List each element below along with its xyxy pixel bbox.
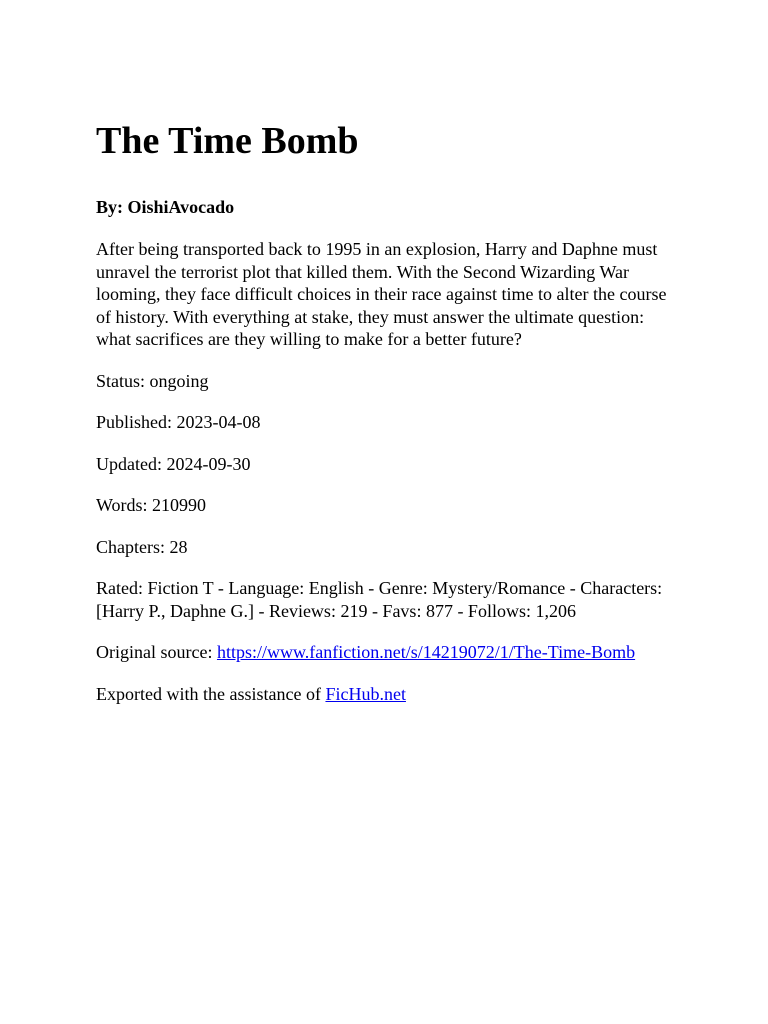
published-line: Published: 2023-04-08 [96,412,261,432]
original-source-label: Original source: [96,642,217,662]
rating-details: Rated: Fiction T - Language: English - Genre: Mystery/Romance - Characters: [Harry P., Daphne G.] - Reviews: 219 - Favs: 877 - Follows: 1,206 [96,578,663,621]
fichub-link[interactable]: FicHub.net [325,683,406,704]
words-line: Words: 210990 [96,495,207,515]
author-byline: By: OishiAvocado [96,197,235,217]
updated-line: Updated: 2024-09-30 [96,453,251,474]
original-source-line [96,641,672,664]
export-credit-label: Exported with the assistance of [96,683,326,704]
status-line: Status: ongoing [96,370,209,391]
story-summary: After being transported back to 1995 in an explosion, Harry and Daphne must unravel the terrorist plot that killed them. With the Second Wizarding War looming, they face difficult choices in their race against time to alter the course of history. With everything at stake, they must answer the ultimate question: what sacrifices are they willing to make for a better future? [96,239,667,349]
chapters-line: Chapters: 28 [96,536,188,557]
story-title: The Time Bomb [96,120,359,162]
export-credit-line [96,683,672,706]
original-source-link[interactable]: https://www.fanfiction.net/s/14219072/1/The-Time-Bomb [216,642,636,662]
